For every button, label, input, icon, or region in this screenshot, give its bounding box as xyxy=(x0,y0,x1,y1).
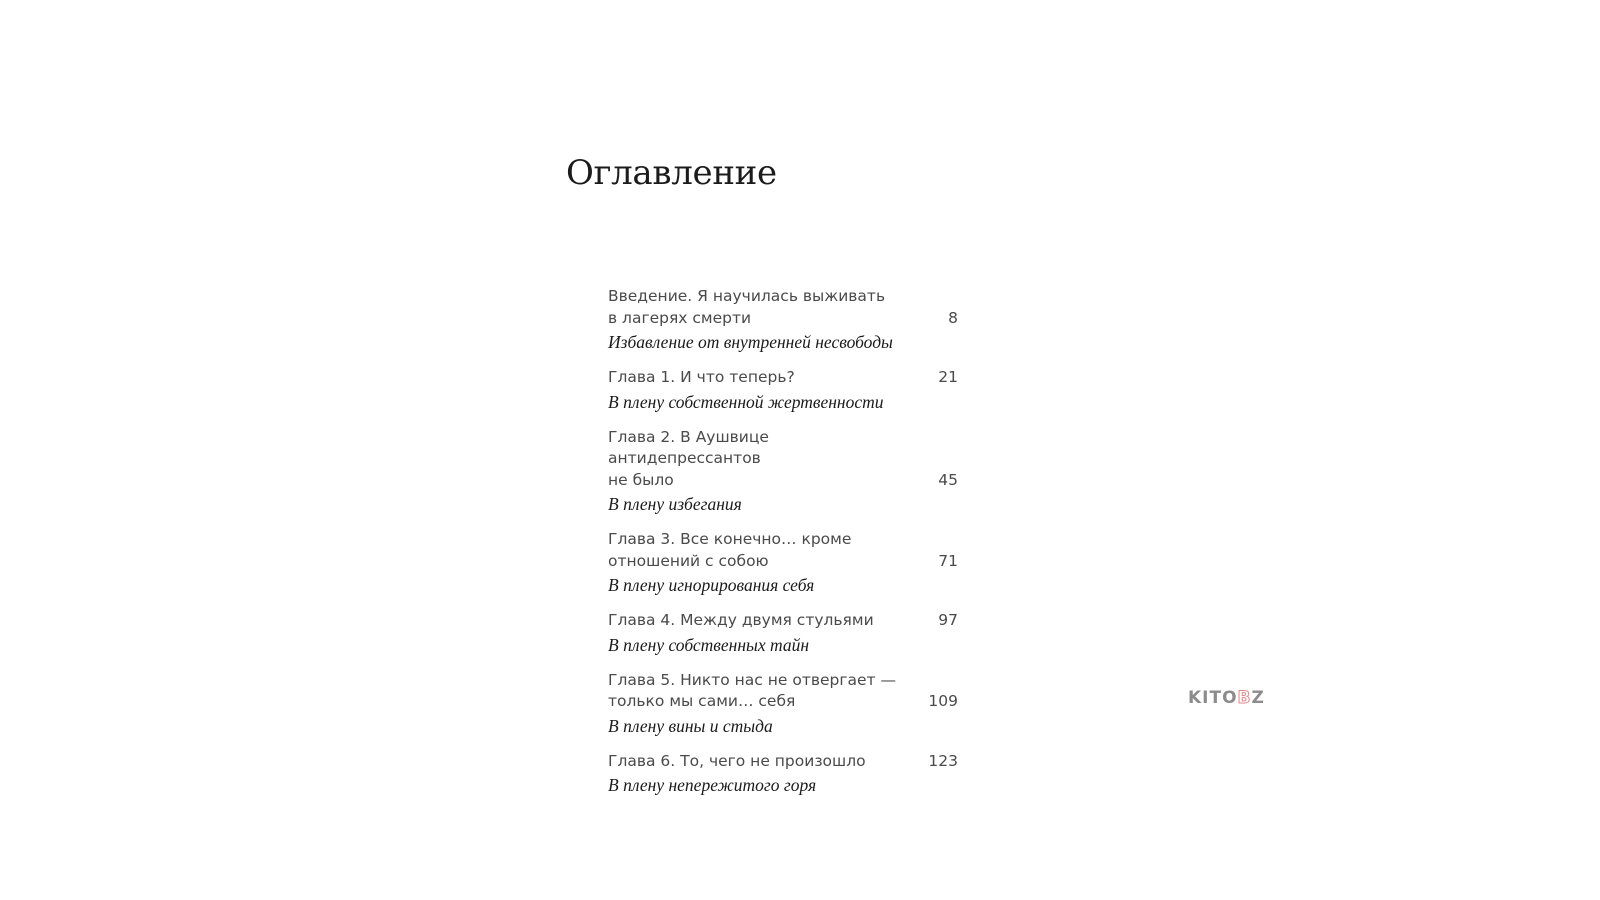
toc-entry-subtitle: В плену вины и стыда xyxy=(608,715,773,736)
toc-entry-subtitle: Избавление от внутренней несвободы xyxy=(608,332,893,352)
toc-entry-title: Глава 2. В Аушвице антидепрессантов не было xyxy=(608,427,769,489)
toc-entry-chapter-2[interactable] xyxy=(608,427,958,516)
toc-entry-main xyxy=(608,286,958,329)
toc-entry-page-number: 8 xyxy=(948,308,958,327)
toc-entry-page-number: 123 xyxy=(928,751,958,770)
publisher-logo xyxy=(1188,688,1265,708)
toc-entry-page-number: 97 xyxy=(938,611,958,629)
page-title: Оглавление xyxy=(566,153,777,193)
toc-entry-main xyxy=(608,610,958,632)
toc-entry-main xyxy=(608,670,958,713)
toc-entry-chapter-1[interactable] xyxy=(608,367,958,413)
toc-entry-main xyxy=(608,751,958,773)
toc-entry-page-number: 45 xyxy=(938,470,958,489)
toc-entry-title: Введение. Я научилась выживать в лагерях смерти xyxy=(608,287,886,327)
logo-letter-b: B xyxy=(1237,688,1252,708)
toc-entry-chapter-5[interactable] xyxy=(608,670,958,737)
toc-entry-subtitle: В плену игнорирования себя xyxy=(608,575,815,595)
toc-entry-page-number: 21 xyxy=(938,368,958,386)
toc-entry-title: Глава 3. Все конечно… кроме отношений с собою xyxy=(608,530,852,570)
toc-entry-subtitle: В плену собственных тайн xyxy=(608,634,810,655)
toc-entry-title: Глава 1. И что теперь? xyxy=(608,368,795,386)
toc-entry-chapter-3[interactable] xyxy=(608,529,958,596)
logo-text-prefix: KITO xyxy=(1188,688,1238,708)
table-of-contents xyxy=(608,286,958,810)
toc-entry-introduction[interactable] xyxy=(608,286,958,353)
toc-entry-subtitle: В плену собственной жертвенности xyxy=(608,391,884,412)
toc-entry-subtitle: В плену избегания xyxy=(608,494,742,514)
toc-entry-subtitle: В плену непережитого горя xyxy=(608,775,817,795)
toc-entry-title: Глава 4. Между двумя стульями xyxy=(608,611,874,629)
logo-text-suffix: Z xyxy=(1251,688,1265,708)
toc-entry-chapter-4[interactable] xyxy=(608,610,958,656)
toc-entry-page-number: 109 xyxy=(928,692,958,710)
toc-entry-main xyxy=(608,427,958,492)
toc-entry-main xyxy=(608,529,958,572)
toc-entry-title: Глава 5. Никто нас не отвергает — только мы сами… себя xyxy=(608,670,896,710)
toc-entry-page-number: 71 xyxy=(938,551,958,570)
toc-entry-title: Глава 6. То, чего не произошло xyxy=(608,751,866,770)
toc-entry-chapter-6[interactable] xyxy=(608,751,958,797)
toc-entry-main xyxy=(608,367,958,389)
